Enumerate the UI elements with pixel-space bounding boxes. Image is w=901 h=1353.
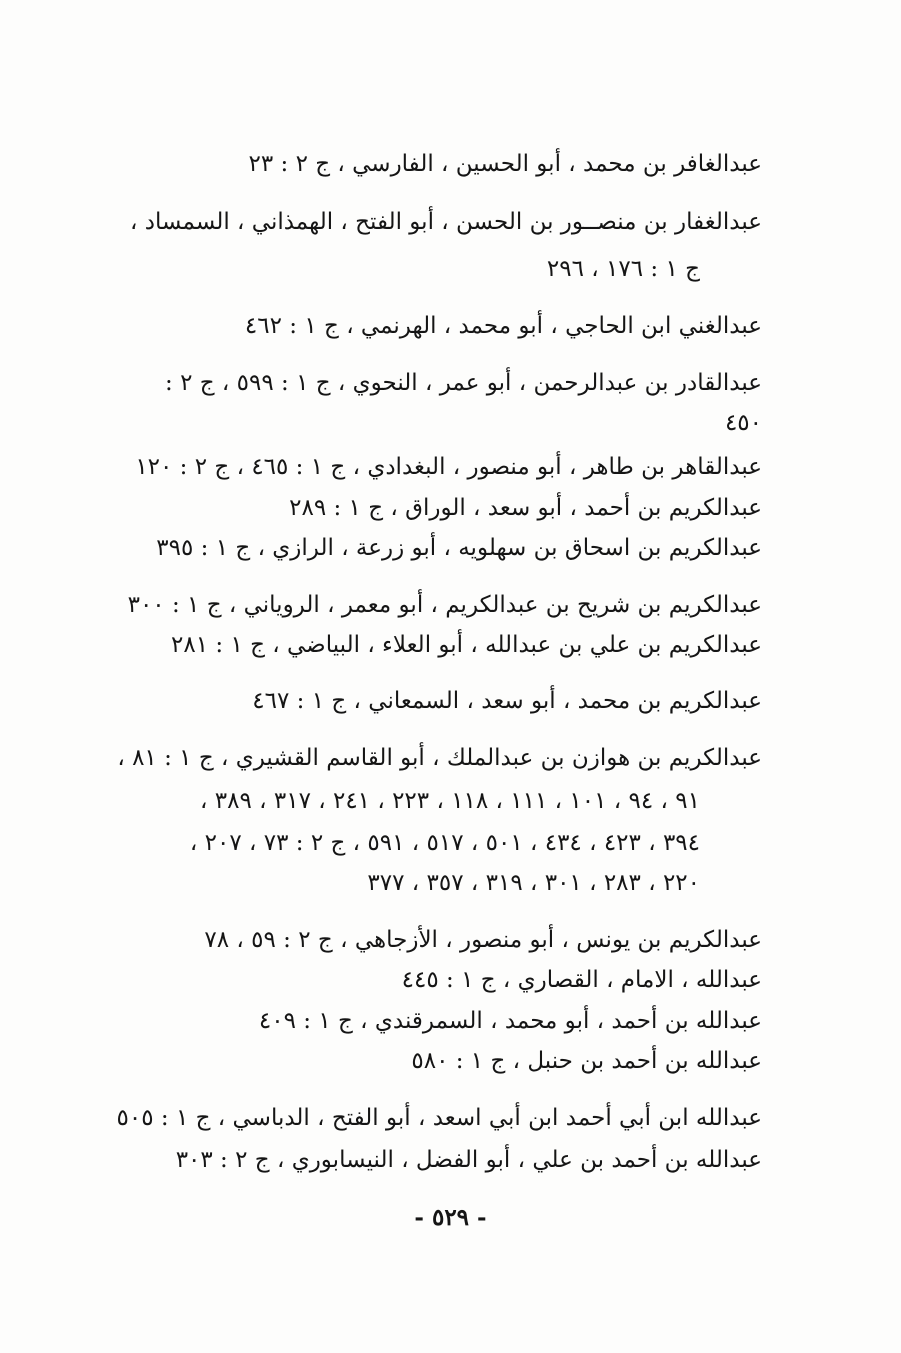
- entry-continuation-line: ٤٥٠: [724, 410, 762, 436]
- entry-line: عبدالكريم بن اسحاق بن سهلويه ، أبو زرعة ، الرازي ، ج ١ : ٣٩٥: [156, 535, 762, 561]
- entry-continuation-line: ٣٩٤ ، ٤٢٣ ، ٤٣٤ ، ٥٠١ ، ٥١٧ ، ٥٩١ ، ج ٢ : ٧٣ ، ٢٠٧ ،: [189, 830, 700, 856]
- entry-line: عبدالكريم بن شريح بن عبدالكريم ، أبو معمر ، الروياني ، ج ١ : ٣٠٠: [127, 592, 762, 618]
- entry-line: عبدالله بن أحمد بن علي ، أبو الفضل ، النيسابوري ، ج ٢ : ٣٠٣: [175, 1147, 762, 1173]
- entry-line: عبدالله ، الامام ، القصاري ، ج ١ : ٤٤٥: [401, 967, 762, 993]
- entry-line: عبدالكريم بن أحمد ، أبو سعد ، الوراق ، ج ١ : ٢٨٩: [289, 495, 762, 521]
- page-number: - ٥٢٩ -: [414, 1204, 487, 1231]
- entry-line: عبدالغني ابن الحاجي ، أبو محمد ، الهرنمي ، ج ١ : ٤٦٢: [244, 313, 762, 339]
- entry-line: عبدالكريم بن علي بن عبدالله ، أبو العلاء ، البياضي ، ج ١ : ٢٨١: [171, 632, 762, 658]
- entry-continuation-line: ٢٢٠ ، ٢٨٣ ، ٣٠١ ، ٣١٩ ، ٣٥٧ ، ٣٧٧: [367, 870, 700, 896]
- entry-line: عبدالكريم بن محمد ، أبو سعد ، السمعاني ، ج ١ : ٤٦٧: [252, 688, 762, 714]
- entry-line: عبدالكريم بن هوازن بن عبدالملك ، أبو القاسم القشيري ، ج ١ : ٨١ ،: [117, 745, 762, 771]
- entry-line: عبدالكريم بن يونس ، أبو منصور ، الأزجاهي ، ج ٢ : ٥٩ ، ٧٨: [204, 927, 762, 953]
- entry-line: عبدالقادر بن عبدالرحمن ، أبو عمر ، النحوي ، ج ١ : ٥٩٩ ، ج ٢ :: [165, 370, 762, 396]
- entry-line: عبدالغافر بن محمد ، أبو الحسين ، الفارسي ، ج ٢ : ٢٣: [248, 151, 762, 177]
- entry-line: عبدالله بن أحمد ، أبو محمد ، السمرقندي ، ج ١ : ٤٠٩: [258, 1008, 762, 1034]
- entry-line: عبدالله بن أحمد بن حنبل ، ج ١ : ٥٨٠: [411, 1048, 762, 1074]
- entry-line: عبدالغفار بن منصــور بن الحسن ، أبو الفتح ، الهمذاني ، السمساد ،: [130, 209, 762, 235]
- entry-continuation-line: ج ١ : ١٧٦ ، ٢٩٦: [546, 256, 700, 282]
- entry-continuation-line: ٩١ ، ٩٤ ، ١٠١ ، ١١١ ، ١١٨ ، ٢٢٣ ، ٢٤١ ، ٣١٧ ، ٣٨٩ ،: [200, 788, 700, 814]
- entry-line: عبدالقاهر بن طاهر ، أبو منصور ، البغدادي ، ج ١ : ٤٦٥ ، ج ٢ : ١٢٠: [135, 454, 762, 480]
- entry-line: عبدالله ابن أبي أحمد ابن أبي اسعد ، أبو الفتح ، الدباسي ، ج ١ : ٥٠٥: [116, 1105, 762, 1131]
